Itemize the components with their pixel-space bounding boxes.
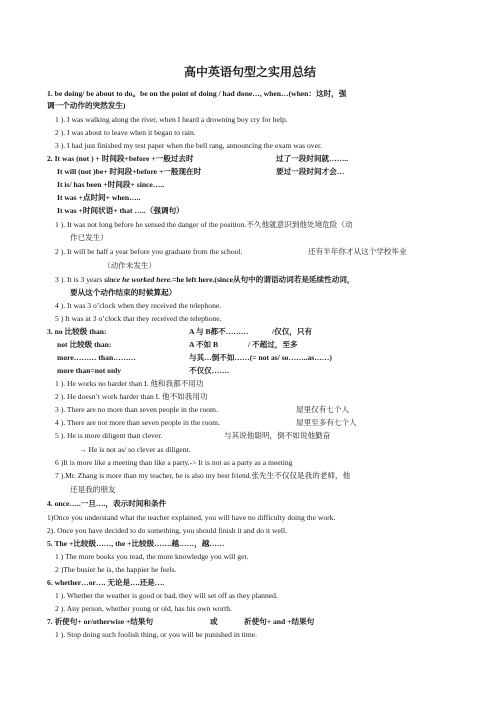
- s3-item-5: 5 ). He is more diligent than clever.: [55, 431, 163, 440]
- s3-row-4-col-1: more than=not only: [57, 366, 122, 375]
- s3-item-7: 7 ).Mr. Zhang is more than my teacher, he is also my best friend.张先生不仅仅是我的老师，他: [55, 471, 351, 480]
- s2-item-3-cont: 要从这个动作结束的时候算起）: [70, 288, 177, 297]
- s3-item-5-translation: 与其说他聪明，倒不如说他勤奋: [224, 431, 331, 440]
- section-4-heading: 4. once…..一旦….，表示时间和条件: [47, 499, 167, 508]
- s3-row-3-col-1: more……… than………: [57, 353, 136, 362]
- s2-pattern-4: It was +点时间+ when…..: [57, 193, 141, 202]
- s2-item-3: [55, 276, 354, 284]
- s2-pattern-3: It is/ has been +时间段+ since…..: [57, 180, 165, 189]
- s1-item-1: 1 ). I was walking along the river, when I heard a drowning boy cry for help.: [55, 115, 288, 124]
- arrow-right-icon: →: [79, 445, 87, 454]
- s7-item-1: 1 ). Stop doing such foolish thing, or you will be punished in time.: [55, 630, 258, 639]
- s2-pattern-2-meaning: 要过一段时间才会…: [276, 167, 345, 176]
- section-2-heading-meaning: 过了一段时间就……..: [276, 154, 349, 163]
- s3-row-3-col-2: 与其…倒不如……(= not as/ so……..as……): [189, 353, 332, 362]
- s3-row-2-col-2: A 不如 B: [189, 340, 219, 349]
- s1-item-2: 2 ). I was about to leave when it began to rain.: [55, 128, 196, 137]
- s5-item-1: 1 ) The more books you read, the more knowledge you will get.: [55, 552, 249, 561]
- s2-item-5: 5 ) It was at 3 o’clock that they received the telephone.: [55, 314, 222, 323]
- s3-item-6: 6 )It is more like a meeting than like a party.-> It is not as a party as a meeting: [55, 458, 293, 467]
- section-7-heading-or: 或: [210, 617, 218, 626]
- s6-item-1: 1 ). Whether the weather is good or bad, they will set off as they planned.: [55, 591, 278, 600]
- s2-item-1-cont: 作已发生）: [70, 233, 108, 242]
- s2-item-2-translation: 还有半年你才从这个学校毕业: [308, 247, 407, 256]
- s1-item-3: 3 ). I had just finished my test paper when the bell rang, announcing the exam was over.: [55, 141, 322, 150]
- s2-pattern-5: It was +时间状语+ that …..（强调句）: [57, 206, 184, 215]
- s2-item-2-note: （动作未发生）: [103, 261, 157, 270]
- s3-item-4: 4 ). There are not more than seven people in the room.: [55, 418, 220, 427]
- section-6-heading: 6. whether…or…. 无论是….还是….: [47, 578, 165, 587]
- section-2-heading: 2. It was (not ) + 时间段+before +一般过去时: [47, 154, 194, 163]
- s3-row-4-col-2: 不仅仅…….: [189, 366, 229, 375]
- s3-item-2: 2 ). He doesn’t work harder than I. 他不如我用功: [55, 392, 208, 401]
- s2-item-3-emphasis: since he worked here.: [104, 275, 173, 284]
- s3-item-5-rewrite: [79, 446, 191, 454]
- s2-item-3-prefix: 3 ). It is 3 years: [55, 275, 105, 284]
- s3-item-5-rewrite-text: He is not as/ so clever as diligent.: [88, 445, 191, 454]
- section-1-heading-cont: 调一个动作的突然发生): [47, 101, 126, 110]
- s2-item-3-note: =he left here.(since从句中的谓语动词若是延续性动词，: [172, 275, 355, 284]
- s3-item-1: 1 ). He works no harder than I. 他和我都不用功: [55, 379, 204, 388]
- s6-item-2: 2 ). Any person, whether young or old, has his own worth.: [55, 604, 232, 613]
- page-title: 高中英语句型之实用总结: [183, 65, 316, 79]
- s4-item-1: 1)Once you understand what the teacher explained, you will have no difficulty doing the work.: [47, 513, 336, 522]
- s3-item-4-translation: 屋里至多有七个人: [296, 418, 357, 427]
- s3-row-1-col-3: /仅仅，只有: [272, 327, 313, 336]
- s3-row-2-col-3: / 不超过，至多: [248, 340, 298, 349]
- s3-item-7-cont: 还是我的朋友: [70, 485, 116, 494]
- s4-item-2: 2). Once you have decided to do something, you should finish it and do it well.: [47, 526, 288, 535]
- s3-row-1-col-1: 3. no 比较级 than:: [47, 327, 107, 336]
- s2-pattern-2: It will (not )be+ 时间段+before +一般现在时: [57, 167, 202, 176]
- section-5-heading: 5. The +比较级……, the +比较级…….越……，越……: [47, 539, 225, 548]
- s2-item-4: 4 ). It was 3 o’clock when they received the telephone.: [55, 301, 222, 310]
- s3-row-2-col-1: not 比较级 than:: [57, 340, 112, 349]
- s3-row-1-col-2: A 与 B都不………: [189, 327, 249, 336]
- s2-item-2: 2 ). It will be half a year before you graduate from the school.: [55, 247, 243, 256]
- s3-item-3: 3 ). There are no more than seven people in the room.: [55, 405, 218, 414]
- s3-item-3-translation: 屋里仅有七个人: [296, 405, 350, 414]
- section-7-heading-alt: 祈使句+ and +结果句: [244, 617, 315, 626]
- s2-item-1: 1 ). It was not long before he sensed the danger of the position.不久他就意识到他处境危险（动: [55, 220, 353, 229]
- s5-item-2: 2 )The busier he is, the happier he feels.: [55, 565, 177, 574]
- section-7-heading: 7. 祈使句+ or/otherwise +结果句: [47, 617, 154, 626]
- section-1-heading: 1. be doing/ be about to do。be on the point of doing / had done…, when…(when：这时，强: [47, 89, 347, 98]
